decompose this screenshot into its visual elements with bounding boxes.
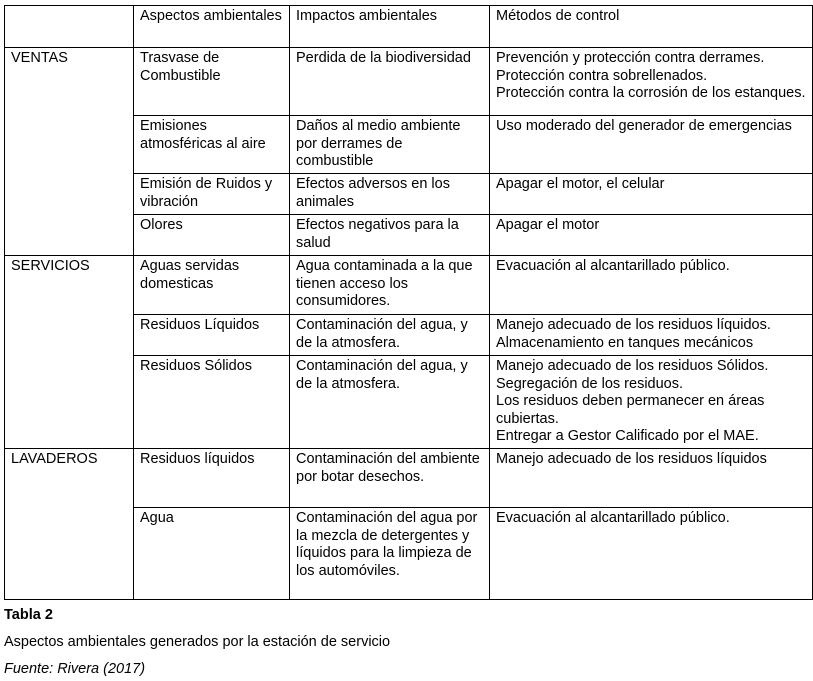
impact-cell: Efectos negativos para la salud (290, 215, 490, 256)
control-method-line: Protección contra sobrellenados. (496, 67, 708, 84)
table-row (5, 449, 813, 508)
table-row (5, 256, 813, 315)
header-impact-cell: Impactos ambientales (290, 6, 490, 48)
control-method-line: Apagar el motor (496, 217, 600, 233)
control-cell (490, 315, 813, 356)
table-row (5, 48, 813, 116)
control-cell (490, 356, 813, 449)
table-body (5, 6, 813, 600)
control-method-line: Uso moderado del generador de emergencias (496, 118, 792, 134)
impact-cell: Daños al medio ambiente por derrames de combustible (290, 116, 490, 174)
aspect-cell: Residuos Sólidos (134, 356, 290, 449)
control-method-line: Apagar el motor, el celular (496, 176, 665, 192)
impact-cell: Contaminación del agua, y de la atmosfera. (290, 315, 490, 356)
table-caption-source: Fuente: Rivera (2017) (4, 661, 146, 677)
header-aspect-cell: Aspectos ambientales (134, 6, 290, 48)
control-method-line: Segregación de los residuos. (496, 375, 684, 392)
control-method-line: Entregar a Gestor Calificado por el MAE. (496, 428, 759, 444)
aspect-cell: Emisión de Ruidos y vibración (134, 174, 290, 215)
aspect-cell: Residuos líquidos (134, 449, 290, 508)
category-cell: SERVICIOS (5, 256, 134, 449)
control-cell (490, 256, 813, 315)
control-method-line: Evacuación al alcantarillado público. (496, 510, 730, 526)
impact-cell: Contaminación del ambiente por botar desechos. (290, 449, 490, 508)
aspect-cell: Residuos Líquidos (134, 315, 290, 356)
control-cell (490, 215, 813, 256)
aspect-cell: Trasvase de Combustible (134, 48, 290, 116)
impact-cell: Perdida de la biodiversidad (290, 48, 490, 116)
control-cell (490, 48, 813, 116)
header-category-cell (5, 6, 134, 48)
impact-cell: Contaminación del agua, y de la atmosfera. (290, 356, 490, 449)
impact-cell: Efectos adversos en los animales (290, 174, 490, 215)
control-cell (490, 174, 813, 215)
control-method-line: Evacuación al alcantarillado público. (496, 258, 730, 274)
control-cell (490, 508, 813, 600)
control-cell (490, 449, 813, 508)
control-method-line: Los residuos deben permanecer en áreas cubiertas. (496, 393, 765, 427)
environmental-aspects-table (4, 5, 813, 600)
table-caption-description: Aspectos ambientales generados por la estación de servicio (4, 634, 391, 650)
control-method-line: Almacenamiento en tanques mecánicos (496, 334, 754, 351)
impact-cell: Agua contaminada a la que tienen acceso los consumidores. (290, 256, 490, 315)
control-method-line: Manejo adecuado de los residuos Sólidos. (496, 358, 769, 374)
category-cell: VENTAS (5, 48, 134, 256)
impact-cell: Contaminación del agua por la mezcla de detergentes y líquidos para la limpieza de los automóviles. (290, 508, 490, 600)
control-method-line: Prevención y protección contra derrames. (496, 50, 765, 66)
control-cell (490, 116, 813, 174)
category-cell: LAVADEROS (5, 449, 134, 600)
control-method-line: Manejo adecuado de los residuos líquidos. (496, 317, 771, 333)
header-row (5, 6, 813, 48)
aspect-cell: Olores (134, 215, 290, 256)
control-method-line: Manejo adecuado de los residuos líquidos (496, 451, 767, 467)
control-method-line: Protección contra la corrosión de los estanques. (496, 85, 806, 101)
header-control-cell: Métodos de control (490, 6, 813, 48)
aspect-cell: Agua (134, 508, 290, 600)
table-caption-title: Tabla 2 (4, 607, 53, 623)
aspect-cell: Emisiones atmosféricas al aire (134, 116, 290, 174)
aspect-cell: Aguas servidas domesticas (134, 256, 290, 315)
